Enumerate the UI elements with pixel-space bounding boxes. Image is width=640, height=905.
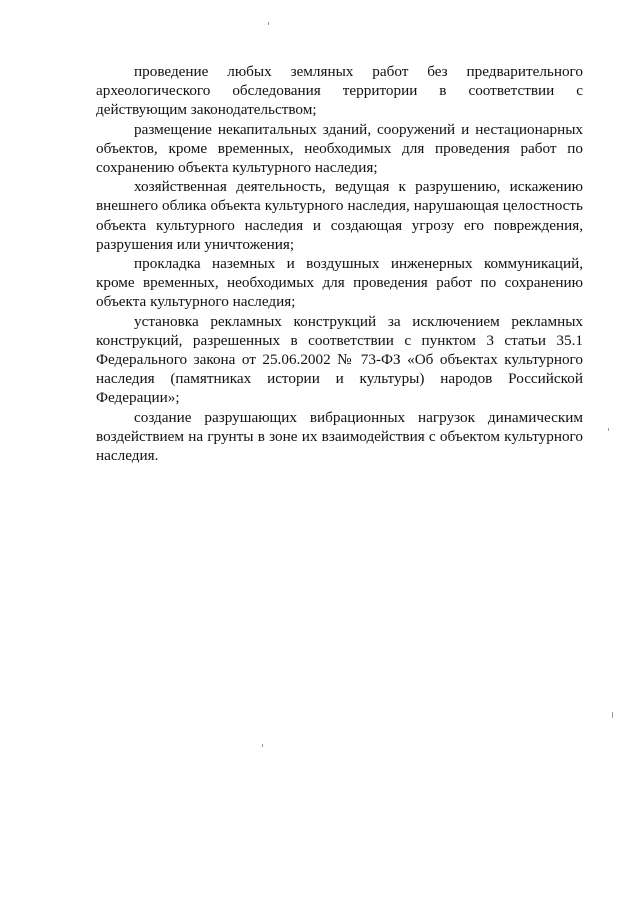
restriction-item: установка рекламных конструкций за исключением рекламных конструкций, разрешенных в соответствии с пунктом 3 статьи 35.1 Федерального закона от 25.06.2002 № 73-ФЗ «Об объектах культурного наследия (памятниках истории и культуры) народов Российской Федерации»; bbox=[96, 312, 583, 407]
restriction-item: хозяйственная деятельность, ведущая к разрушению, искажению внешнего облика объекта культурного наследия, нарушающая целостность объекта культурного наследия и создающая угрозу его повреждения, разрушения или уничтожения; bbox=[96, 178, 583, 253]
restriction-item: размещение некапитальных зданий, сооружений и нестационарных объектов, кроме временных, необходимых для проведения работ по сохранению объекта культурного наследия; bbox=[96, 120, 583, 177]
restriction-item: прокладка наземных и воздушных инженерных коммуникаций, кроме временных, необходимых для проведения работ по сохранению объекта культурного наследия; bbox=[96, 255, 583, 311]
scan-mark bbox=[268, 22, 269, 25]
scan-mark bbox=[262, 744, 263, 747]
restriction-item: создание разрушающих вибрационных нагрузок динамическим воздействием на грунты в зоне их взаимодействия с объектом культурного наследия. bbox=[96, 408, 583, 465]
scan-mark bbox=[612, 712, 613, 718]
restriction-item: проведение любых земляных работ без предварительного археологического обследования территории в соответствии с действующим законодательством; bbox=[96, 63, 583, 119]
document-body bbox=[96, 62, 583, 465]
scan-mark bbox=[608, 428, 609, 431]
